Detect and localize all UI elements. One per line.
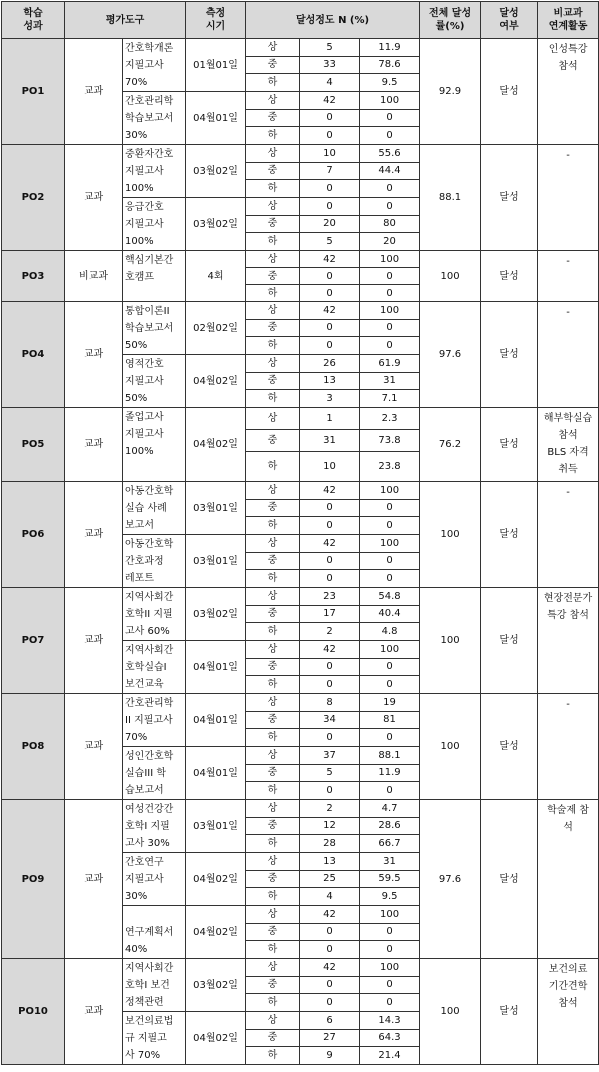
linked-activities: - — [538, 694, 599, 800]
level-percent: 11.9 — [360, 764, 420, 782]
level-count: 0 — [300, 976, 360, 994]
table-row — [2, 39, 599, 57]
level-percent: 0 — [360, 658, 420, 676]
level-count: 9 — [300, 1047, 360, 1065]
table-row — [2, 588, 599, 606]
tool-time: 03월02일 — [186, 959, 246, 1012]
header-time: 측정 시기 — [186, 2, 246, 39]
tool-time: 03월01일 — [186, 800, 246, 853]
level-label: 상 — [246, 906, 300, 924]
level-percent: 9.5 — [360, 888, 420, 906]
level-label: 하 — [246, 570, 300, 588]
level-count: 0 — [300, 517, 360, 535]
table-row — [2, 800, 599, 818]
tool-name: 통합이론II 학습보고서 50% — [123, 302, 186, 355]
level-count: 31 — [300, 430, 360, 452]
linked-activities: 학술제 참 석 — [538, 800, 599, 959]
outcome-category: 교과 — [65, 959, 123, 1065]
level-count: 0 — [300, 285, 360, 302]
tool-name: 지역사회간 호학II 지필 고사 60% — [123, 588, 186, 641]
tool-time: 04월02일 — [186, 906, 246, 959]
linked-activities: 인성특강 참석 — [538, 39, 599, 145]
tool-time: 03월01일 — [186, 535, 246, 588]
table-row — [2, 694, 599, 712]
linked-activities: 해부학실습 참석 BLS 자격 취득 — [538, 408, 599, 482]
level-percent: 0 — [360, 676, 420, 694]
outcome-code: PO2 — [2, 145, 65, 251]
level-count: 42 — [300, 906, 360, 924]
level-percent: 0 — [360, 729, 420, 747]
table-row — [2, 408, 599, 430]
achievement-status: 달성 — [481, 39, 538, 145]
tool-name: 간호관리학 학습보고서 30% — [123, 92, 186, 145]
level-percent: 9.5 — [360, 74, 420, 92]
level-count: 0 — [300, 729, 360, 747]
tool-name: 지역사회간 호학실습I 보건교육 — [123, 641, 186, 694]
header-overall: 전체 달성 률(%) — [420, 2, 481, 39]
tool-time: 03월01일 — [186, 482, 246, 535]
level-percent: 73.8 — [360, 430, 420, 452]
outcome-category: 교과 — [65, 482, 123, 588]
level-count: 42 — [300, 535, 360, 553]
overall-rate: 88.1 — [420, 145, 481, 251]
level-label: 중 — [246, 430, 300, 452]
level-label: 중 — [246, 923, 300, 941]
level-count: 13 — [300, 372, 360, 390]
level-percent: 11.9 — [360, 39, 420, 57]
table-row — [2, 145, 599, 163]
level-label: 하 — [246, 517, 300, 535]
tool-name: 영적간호 지필고사 50% — [123, 355, 186, 408]
level-label: 하 — [246, 1047, 300, 1065]
level-percent: 4.7 — [360, 800, 420, 818]
level-count: 0 — [300, 499, 360, 517]
outcome-code: PO7 — [2, 588, 65, 694]
tool-name: 지역사회간 호학I 보건 정책관련 — [123, 959, 186, 1012]
level-label: 상 — [246, 800, 300, 818]
tool-time: 03월02일 — [186, 588, 246, 641]
tool-time: 04월01일 — [186, 641, 246, 694]
level-count: 0 — [300, 676, 360, 694]
level-label: 상 — [246, 408, 300, 430]
level-label: 중 — [246, 499, 300, 517]
tool-time: 04월02일 — [186, 1012, 246, 1065]
table-row — [2, 959, 599, 977]
level-label: 하 — [246, 233, 300, 251]
level-percent: 80 — [360, 215, 420, 233]
level-percent: 78.6 — [360, 56, 420, 74]
level-percent: 28.6 — [360, 817, 420, 835]
level-count: 0 — [300, 552, 360, 570]
header-tool: 평가도구 — [65, 2, 186, 39]
overall-rate: 100 — [420, 482, 481, 588]
level-label: 상 — [246, 535, 300, 553]
level-percent: 61.9 — [360, 355, 420, 373]
level-label: 하 — [246, 127, 300, 145]
level-count: 2 — [300, 623, 360, 641]
level-label: 상 — [246, 959, 300, 977]
level-count: 0 — [300, 923, 360, 941]
level-count: 0 — [300, 658, 360, 676]
level-label: 상 — [246, 145, 300, 163]
level-percent: 59.5 — [360, 870, 420, 888]
outcome-category: 교과 — [65, 408, 123, 482]
header-activities: 비교과 연계활동 — [538, 2, 599, 39]
level-percent: 44.4 — [360, 162, 420, 180]
level-percent: 0 — [360, 994, 420, 1012]
overall-rate: 100 — [420, 959, 481, 1065]
overall-rate: 100 — [420, 251, 481, 302]
level-percent: 54.8 — [360, 588, 420, 606]
level-label: 상 — [246, 92, 300, 110]
level-percent: 100 — [360, 482, 420, 500]
table-row — [2, 251, 599, 268]
level-label: 상 — [246, 747, 300, 765]
level-label: 중 — [246, 976, 300, 994]
level-label: 중 — [246, 764, 300, 782]
level-count: 0 — [300, 994, 360, 1012]
level-percent: 7.1 — [360, 390, 420, 408]
level-count: 3 — [300, 390, 360, 408]
table-row — [2, 482, 599, 500]
level-label: 중 — [246, 552, 300, 570]
level-percent: 31 — [360, 853, 420, 871]
level-percent: 19 — [360, 694, 420, 712]
level-count: 4 — [300, 74, 360, 92]
level-label: 중 — [246, 56, 300, 74]
level-percent: 0 — [360, 127, 420, 145]
outcome-category: 교과 — [65, 800, 123, 959]
level-count: 42 — [300, 959, 360, 977]
level-count: 0 — [300, 109, 360, 127]
level-percent: 40.4 — [360, 605, 420, 623]
linked-activities: 보건의료 기간견학 참석 — [538, 959, 599, 1065]
overall-rate: 100 — [420, 694, 481, 800]
header-outcome: 학습 성과 — [2, 2, 65, 39]
outcome-code: PO5 — [2, 408, 65, 482]
level-label: 하 — [246, 729, 300, 747]
level-count: 0 — [300, 198, 360, 216]
level-label: 상 — [246, 694, 300, 712]
level-percent: 100 — [360, 92, 420, 110]
level-label: 하 — [246, 941, 300, 959]
header-row — [2, 2, 599, 39]
tool-time: 04월02일 — [186, 355, 246, 408]
level-percent: 100 — [360, 302, 420, 320]
outcome-category: 교과 — [65, 145, 123, 251]
tool-name: 연구계획서 40% — [123, 906, 186, 959]
tool-time: 03월02일 — [186, 198, 246, 251]
level-label: 상 — [246, 1012, 300, 1030]
tool-time: 04월01일 — [186, 694, 246, 747]
tool-name: 아동간호학 실습 사례 보고서 — [123, 482, 186, 535]
outcome-code: PO8 — [2, 694, 65, 800]
level-percent: 0 — [360, 268, 420, 285]
level-label: 중 — [246, 215, 300, 233]
level-percent: 4.8 — [360, 623, 420, 641]
level-percent: 23.8 — [360, 452, 420, 482]
linked-activities: - — [538, 145, 599, 251]
level-count: 6 — [300, 1012, 360, 1030]
outcome-category: 교과 — [65, 694, 123, 800]
level-label: 상 — [246, 39, 300, 57]
level-label: 하 — [246, 337, 300, 355]
level-label: 하 — [246, 452, 300, 482]
level-count: 0 — [300, 319, 360, 337]
linked-activities: - — [538, 482, 599, 588]
level-count: 34 — [300, 711, 360, 729]
level-percent: 100 — [360, 251, 420, 268]
level-count: 12 — [300, 817, 360, 835]
level-count: 42 — [300, 92, 360, 110]
tool-time: 04월01일 — [186, 92, 246, 145]
level-count: 5 — [300, 764, 360, 782]
outcome-code: PO1 — [2, 39, 65, 145]
level-count: 28 — [300, 835, 360, 853]
level-label: 중 — [246, 817, 300, 835]
table-body — [2, 39, 599, 1065]
level-label: 중 — [246, 372, 300, 390]
achievement-status: 달성 — [481, 959, 538, 1065]
level-percent: 0 — [360, 198, 420, 216]
outcome-code: PO9 — [2, 800, 65, 959]
header-level: 달성정도 N (%) — [246, 2, 420, 39]
level-percent: 100 — [360, 906, 420, 924]
level-count: 2 — [300, 800, 360, 818]
tool-name: 아동간호학 간호과정 레포트 — [123, 535, 186, 588]
level-percent: 0 — [360, 499, 420, 517]
level-count: 0 — [300, 570, 360, 588]
level-count: 33 — [300, 56, 360, 74]
achievement-status: 달성 — [481, 694, 538, 800]
tool-time: 01월01일 — [186, 39, 246, 92]
level-label: 하 — [246, 676, 300, 694]
level-count: 5 — [300, 39, 360, 57]
outcome-code: PO3 — [2, 251, 65, 302]
level-percent: 2.3 — [360, 408, 420, 430]
level-count: 42 — [300, 302, 360, 320]
tool-name: 간호학개론 지필고사 70% — [123, 39, 186, 92]
tool-time: 4회 — [186, 251, 246, 302]
tool-time: 03월02일 — [186, 145, 246, 198]
level-label: 하 — [246, 782, 300, 800]
level-count: 5 — [300, 233, 360, 251]
level-count: 0 — [300, 782, 360, 800]
level-percent: 0 — [360, 976, 420, 994]
level-percent: 88.1 — [360, 747, 420, 765]
level-label: 하 — [246, 994, 300, 1012]
tool-name: 성인간호학 실습III 학 습보고서 — [123, 747, 186, 800]
level-percent: 66.7 — [360, 835, 420, 853]
tool-name: 보건의료법 규 지필고 사 70% — [123, 1012, 186, 1065]
level-percent: 0 — [360, 180, 420, 198]
level-count: 7 — [300, 162, 360, 180]
outcome-category: 교과 — [65, 39, 123, 145]
level-percent: 21.4 — [360, 1047, 420, 1065]
tool-name: 간호관리학 II 지필고사 70% — [123, 694, 186, 747]
level-label: 중 — [246, 109, 300, 127]
outcome-code: PO4 — [2, 302, 65, 408]
outcome-table — [1, 1, 599, 1065]
level-percent: 100 — [360, 641, 420, 659]
level-count: 26 — [300, 355, 360, 373]
table-row — [2, 302, 599, 320]
achievement-status: 달성 — [481, 800, 538, 959]
level-label: 하 — [246, 74, 300, 92]
level-label: 상 — [246, 302, 300, 320]
level-percent: 0 — [360, 941, 420, 959]
overall-rate: 97.6 — [420, 800, 481, 959]
level-percent: 55.6 — [360, 145, 420, 163]
level-count: 25 — [300, 870, 360, 888]
level-percent: 81 — [360, 711, 420, 729]
linked-activities: - — [538, 302, 599, 408]
overall-rate: 76.2 — [420, 408, 481, 482]
level-label: 중 — [246, 319, 300, 337]
level-label: 하 — [246, 888, 300, 906]
achievement-status: 달성 — [481, 251, 538, 302]
outcome-code: PO6 — [2, 482, 65, 588]
linked-activities: - — [538, 251, 599, 302]
level-label: 중 — [246, 605, 300, 623]
achievement-status: 달성 — [481, 302, 538, 408]
level-label: 중 — [246, 711, 300, 729]
tool-time: 04월02일 — [186, 408, 246, 482]
level-count: 8 — [300, 694, 360, 712]
outcome-category: 비교과 — [65, 251, 123, 302]
level-percent: 0 — [360, 109, 420, 127]
level-percent: 0 — [360, 319, 420, 337]
level-label: 하 — [246, 623, 300, 641]
level-count: 10 — [300, 145, 360, 163]
outcome-code: PO10 — [2, 959, 65, 1065]
level-label: 상 — [246, 198, 300, 216]
level-label: 중 — [246, 1029, 300, 1047]
level-count: 1 — [300, 408, 360, 430]
level-label: 중 — [246, 658, 300, 676]
level-percent: 100 — [360, 959, 420, 977]
level-percent: 0 — [360, 285, 420, 302]
overall-rate: 100 — [420, 588, 481, 694]
achievement-status: 달성 — [481, 408, 538, 482]
overall-rate: 97.6 — [420, 302, 481, 408]
tool-name: 응급간호 지필고사 100% — [123, 198, 186, 251]
level-percent: 0 — [360, 782, 420, 800]
level-label: 하 — [246, 285, 300, 302]
linked-activities: 현장전문가 특강 참석 — [538, 588, 599, 694]
level-count: 17 — [300, 605, 360, 623]
level-count: 0 — [300, 127, 360, 145]
level-count: 42 — [300, 482, 360, 500]
level-count: 37 — [300, 747, 360, 765]
achievement-status: 달성 — [481, 145, 538, 251]
level-count: 23 — [300, 588, 360, 606]
level-percent: 20 — [360, 233, 420, 251]
level-label: 중 — [246, 870, 300, 888]
level-percent: 0 — [360, 337, 420, 355]
level-percent: 31 — [360, 372, 420, 390]
tool-time: 04월01일 — [186, 747, 246, 800]
tool-name: 여성건강간 호학I 지필 고사 30% — [123, 800, 186, 853]
level-percent: 100 — [360, 535, 420, 553]
level-label: 상 — [246, 853, 300, 871]
level-count: 0 — [300, 337, 360, 355]
level-label: 중 — [246, 268, 300, 285]
level-label: 상 — [246, 355, 300, 373]
outcome-category: 교과 — [65, 588, 123, 694]
level-label: 중 — [246, 162, 300, 180]
level-count: 13 — [300, 853, 360, 871]
overall-rate: 92.9 — [420, 39, 481, 145]
achievement-status: 달성 — [481, 588, 538, 694]
tool-name: 간호연구 지필고사 30% — [123, 853, 186, 906]
level-count: 0 — [300, 268, 360, 285]
level-count: 27 — [300, 1029, 360, 1047]
level-percent: 0 — [360, 517, 420, 535]
level-label: 상 — [246, 588, 300, 606]
header-achieved: 달성 여부 — [481, 2, 538, 39]
tool-name: 핵심기본간 호캠프 — [123, 251, 186, 302]
outcome-category: 교과 — [65, 302, 123, 408]
level-count: 4 — [300, 888, 360, 906]
level-count: 42 — [300, 641, 360, 659]
tool-name: 중환자간호 지필고사 100% — [123, 145, 186, 198]
level-label: 상 — [246, 641, 300, 659]
level-count: 42 — [300, 251, 360, 268]
achievement-status: 달성 — [481, 482, 538, 588]
level-count: 0 — [300, 941, 360, 959]
level-label: 하 — [246, 835, 300, 853]
level-label: 상 — [246, 482, 300, 500]
level-label: 하 — [246, 390, 300, 408]
tool-name: 졸업고사 지필고사 100% — [123, 408, 186, 482]
level-count: 10 — [300, 452, 360, 482]
level-label: 상 — [246, 251, 300, 268]
level-label: 하 — [246, 180, 300, 198]
level-percent: 0 — [360, 923, 420, 941]
level-percent: 14.3 — [360, 1012, 420, 1030]
level-percent: 64.3 — [360, 1029, 420, 1047]
level-percent: 0 — [360, 570, 420, 588]
tool-time: 02월02일 — [186, 302, 246, 355]
level-percent: 0 — [360, 552, 420, 570]
level-count: 20 — [300, 215, 360, 233]
tool-time: 04월02일 — [186, 853, 246, 906]
level-count: 0 — [300, 180, 360, 198]
